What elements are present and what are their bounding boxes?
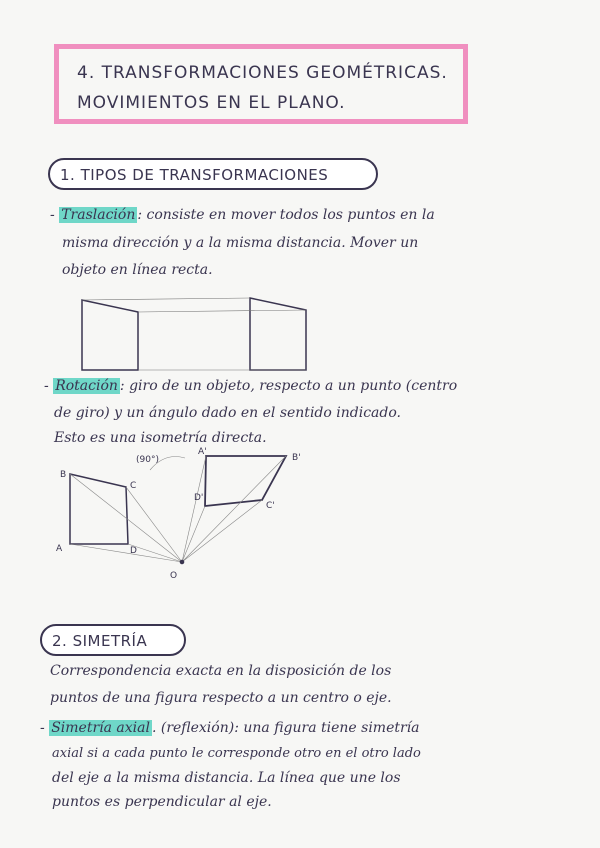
translation-original-shape [82,300,138,370]
translation-guide-line [138,310,306,312]
rotation-guide-line [70,544,182,562]
section1-heading-text: 1. TIPOS DE TRANSFORMACIONES [60,166,329,184]
traslacion-line-1: - Traslación : consiste en mover todos los puntos en la [50,207,435,223]
translation-figure [82,298,306,370]
traslacion-line-1-text: : consiste en mover todos los puntos en la [137,207,435,223]
axial-line-4: puntos es perpendicular al eje. [52,794,272,810]
simetria-line-1: Correspondencia exacta en la disposición de los [50,663,392,679]
point-label-b-prime: B' [292,453,301,463]
rotacion-line-1-text: : giro de un objeto, respecto a un punto (centro [119,378,458,394]
simetria-line-2: puntos de una figura respecto a un centro o eje. [50,690,392,706]
axial-line-2: axial si a cada punto le corresponde otro en el otro lado [52,746,421,761]
point-label-d: D [130,546,137,556]
axial-line-3: del eje a la misma distancia. La línea que une los [52,770,401,786]
axial-line-1-text: . (reflexión): una figura tiene simetría [151,720,420,736]
point-label-o: O [170,571,178,581]
section2-heading-text: 2. SIMETRÍA [52,632,148,650]
traslacion-line-2: misma dirección y a la misma distancia. Mover un [62,235,419,251]
title-line-1: 4. TRANSFORMACIONES GEOMÉTRICAS. [77,63,448,83]
translation-moved-shape [250,298,306,370]
point-label-d-prime: D' [194,493,204,503]
rotation-guide-line [182,506,205,562]
rotation-center-point [180,560,184,564]
point-label-c: C [130,481,137,491]
axial-line-1: - Simetría axial . (reflexión): una figura tiene simetría [40,720,420,736]
rotation-figure [70,456,286,564]
rotacion-line-3: Esto es una isometría directa. [54,430,267,446]
traslacion-term: Traslación [61,207,136,223]
rotation-rotated-shape [205,456,286,506]
section2-heading [40,624,186,656]
point-label-a: A [56,544,63,554]
axial-term: Simetría axial [51,720,150,736]
rotacion-line-2: de giro) y un ángulo dado en el sentido indicado. [54,405,401,421]
rotation-original-shape [70,474,128,544]
title-line-2: MOVIMIENTOS EN EL PLANO. [77,93,346,113]
point-label-b: B [60,470,67,480]
point-label-c-prime: C' [266,501,275,511]
rotacion-line-1: - Rotación : giro de un objeto, respecto a un punto (centro [44,378,458,394]
traslacion-line-3: objeto en línea recta. [62,262,213,278]
rotacion-term: Rotación [55,378,118,394]
translation-guide-line [82,298,250,300]
point-label-a-prime: A' [198,447,207,457]
angle-label: (90°) [136,455,159,465]
